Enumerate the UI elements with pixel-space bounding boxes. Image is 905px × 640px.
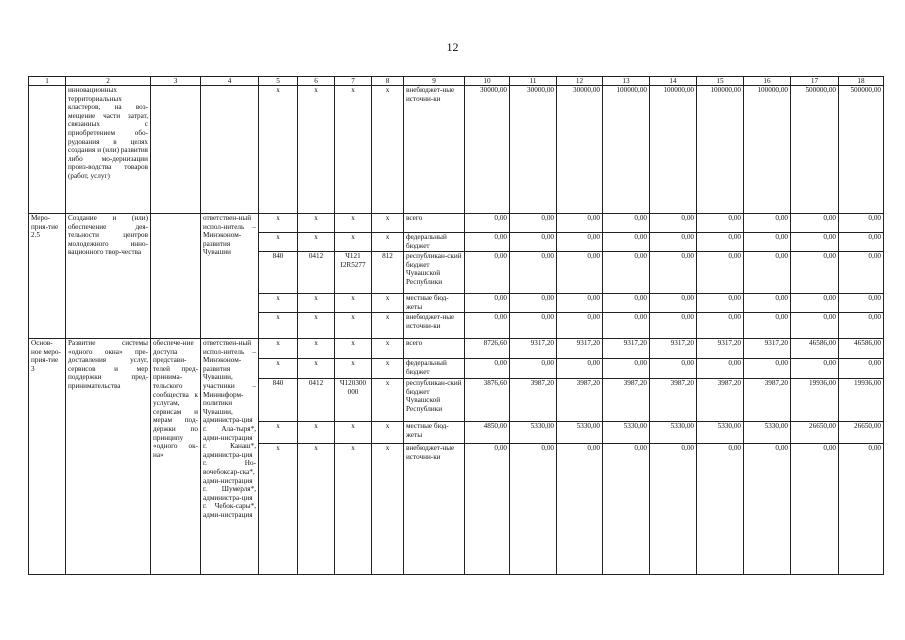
amount-cell: 0,00 [791,294,839,313]
amount-cell: 3987,20 [650,379,697,422]
amount-cell: 0,00 [697,233,744,252]
amount-cell: 0,00 [839,214,884,233]
funding-source: всего [404,339,465,359]
amount-cell: 0,00 [510,233,557,252]
amount-cell: 0,00 [510,294,557,313]
amount-cell: 0,00 [839,252,884,294]
amount-cell: 0,00 [791,233,839,252]
amount-cell: 0,00 [744,444,791,575]
gov-code: х [259,233,298,252]
column-number: 16 [744,77,791,86]
amount-cell: 100000,00 [697,86,744,214]
amount-cell: 0,00 [791,214,839,233]
item-description: инновационных территориальных кластеров, на воз-мещение части затрат, связанных с приобретением обо-рудования в целях создания и (или) развития либо мо-дернизации произ-водства товаров (работ, услуг) [66,86,151,214]
amount-cell: 5330,00 [744,422,791,444]
section-code: х [298,444,335,575]
item-label: Основ-ное меро-прия-тие 3 [29,339,66,575]
amount-cell: 9317,20 [697,339,744,359]
expense-type: х [372,294,404,313]
amount-cell: 5330,00 [650,422,697,444]
amount-cell: 30000,00 [465,86,510,214]
amount-cell: 0,00 [650,214,697,233]
item-goal [151,86,201,214]
amount-cell: 0,00 [697,359,744,379]
column-number: 3 [151,77,201,86]
funding-source: федеральный бюджет [404,359,465,379]
amount-cell: 100000,00 [650,86,697,214]
item-label [29,86,66,214]
table-row [29,214,884,233]
amount-cell: 3987,20 [697,379,744,422]
amount-cell: 0,00 [791,252,839,294]
amount-cell: 0,00 [557,444,603,575]
amount-cell: 0,00 [744,294,791,313]
amount-cell: 0,00 [697,252,744,294]
section-code: х [298,214,335,233]
column-number: 9 [404,77,465,86]
column-number: 8 [372,77,404,86]
section-code: 0412 [298,379,335,422]
item-description: Развитие системы «одного окна» пре-доставления услуг, сервисов и мер поддержки пред-принимательства [66,339,151,575]
item-label: Меро-прия-тие 2.5 [29,214,66,339]
item-goal: обеспече-ние доступа представи-телей пред-принима-тельского сообщества к услугам, сервисам и мерам под-держки по принципу «одного ок-на» [151,339,201,575]
expense-type: х [372,359,404,379]
amount-cell: 0,00 [465,313,510,339]
amount-cell: 3987,20 [603,379,650,422]
amount-cell: 0,00 [650,444,697,575]
column-number: 4 [201,77,259,86]
gov-code: х [259,214,298,233]
amount-cell: 0,00 [791,313,839,339]
amount-cell: 30000,00 [510,86,557,214]
amount-cell: 0,00 [465,294,510,313]
amount-cell: 9317,20 [650,339,697,359]
funding-source: внебюджет-ные источни-ки [404,313,465,339]
amount-cell: 0,00 [744,313,791,339]
expense-type: х [372,214,404,233]
section-code: х [298,233,335,252]
table-row [29,86,884,214]
target-article: х [335,86,372,214]
item-executor: ответствен-ный испол-нитель – Минэконом-развития Чувашии [201,214,259,339]
amount-cell: 3987,20 [510,379,557,422]
gov-code: х [259,359,298,379]
amount-cell: 0,00 [557,359,603,379]
amount-cell: 0,00 [650,294,697,313]
amount-cell: 0,00 [557,214,603,233]
amount-cell: 0,00 [791,444,839,575]
column-number: 10 [465,77,510,86]
amount-cell: 3876,60 [465,379,510,422]
target-article: х [335,422,372,444]
amount-cell: 0,00 [510,313,557,339]
page-number: 12 [446,40,459,54]
amount-cell: 500000,00 [791,86,839,214]
amount-cell: 0,00 [839,444,884,575]
column-number: 12 [557,77,603,86]
amount-cell: 0,00 [744,233,791,252]
funding-source: федеральный бюджет [404,233,465,252]
amount-cell: 5330,00 [603,422,650,444]
section-code: х [298,294,335,313]
amount-cell: 46586,00 [791,339,839,359]
expense-type: х [372,313,404,339]
expense-type: 812 [372,252,404,294]
amount-cell: 0,00 [510,214,557,233]
amount-cell: 0,00 [650,252,697,294]
amount-cell: 0,00 [557,313,603,339]
target-article: х [335,313,372,339]
amount-cell: 0,00 [603,252,650,294]
column-number: 17 [791,77,839,86]
amount-cell: 19936,00 [839,379,884,422]
expense-type: х [372,444,404,575]
amount-cell: 0,00 [510,359,557,379]
gov-code: 840 [259,252,298,294]
amount-cell: 0,00 [650,359,697,379]
section-code: х [298,313,335,339]
amount-cell: 30000,00 [557,86,603,214]
section-code: х [298,339,335,359]
amount-cell: 0,00 [557,294,603,313]
column-number: 13 [603,77,650,86]
section-code: х [298,86,335,214]
amount-cell: 5330,00 [697,422,744,444]
amount-cell: 0,00 [839,313,884,339]
amount-cell: 8726,60 [465,339,510,359]
amount-cell: 3987,20 [744,379,791,422]
program-table [28,76,884,575]
gov-code: х [259,444,298,575]
amount-cell: 100000,00 [603,86,650,214]
amount-cell: 3987,20 [557,379,603,422]
funding-source: внебюджет-ные источни-ки [404,86,465,214]
column-number: 2 [66,77,151,86]
amount-cell: 0,00 [557,252,603,294]
amount-cell: 0,00 [697,214,744,233]
column-number: 15 [697,77,744,86]
amount-cell: 0,00 [603,214,650,233]
amount-cell: 9317,20 [744,339,791,359]
amount-cell: 0,00 [557,233,603,252]
funding-source: внебюджет-ные источни-ки [404,444,465,575]
amount-cell: 0,00 [603,359,650,379]
amount-cell: 0,00 [465,359,510,379]
funding-source: местные бюд-жеты [404,422,465,444]
amount-cell: 0,00 [839,233,884,252]
amount-cell: 0,00 [465,252,510,294]
amount-cell: 46586,00 [839,339,884,359]
column-number: 7 [335,77,372,86]
amount-cell: 0,00 [603,233,650,252]
amount-cell: 4850,00 [465,422,510,444]
amount-cell: 26650,00 [791,422,839,444]
section-code: 0412 [298,252,335,294]
gov-code: 840 [259,379,298,422]
section-code: х [298,359,335,379]
amount-cell: 0,00 [697,294,744,313]
target-article: Ч121 I2R5277 [335,252,372,294]
amount-cell: 9317,20 [557,339,603,359]
amount-cell: 0,00 [603,294,650,313]
amount-cell: 0,00 [465,444,510,575]
item-goal [151,214,201,339]
funding-source: местные бюд-жеты [404,294,465,313]
amount-cell: 0,00 [603,444,650,575]
amount-cell: 0,00 [839,294,884,313]
amount-cell: 0,00 [744,359,791,379]
column-number: 1 [29,77,66,86]
amount-cell: 0,00 [603,313,650,339]
gov-code: х [259,313,298,339]
target-article: х [335,444,372,575]
amount-cell: 26650,00 [839,422,884,444]
item-executor: ответствен-ный испол-нитель – Минэконом-развития Чувашии, участники – Мининформ-политики Чувашии, администра-ция г. Ала-тыря*, адми-нистрация г. Канаш*, администра-ция г. Но-вочебоксар-ска*, адми-нистрация г. Шумерля*, администра-ция г. Чебок-сары*, адми-нистрация [201,339,259,575]
header-row [29,77,884,86]
gov-code: х [259,422,298,444]
funding-source: республикан-ский бюджет Чувашской Республики [404,252,465,294]
expense-type: х [372,86,404,214]
amount-cell: 0,00 [510,444,557,575]
gov-code: х [259,86,298,214]
amount-cell: 9317,20 [603,339,650,359]
column-number: 5 [259,77,298,86]
expense-type: х [372,233,404,252]
table-row [29,339,884,359]
amount-cell: 0,00 [697,313,744,339]
expense-type: х [372,339,404,359]
amount-cell: 0,00 [510,252,557,294]
column-number: 14 [650,77,697,86]
target-article: х [335,214,372,233]
amount-cell: 5330,00 [557,422,603,444]
section-code: х [298,422,335,444]
expense-type: х [372,422,404,444]
item-description: Создание и (или) обеспечение дея-тельности центров молодежного инно-вационного твор-чества [66,214,151,339]
expense-type: х [372,379,404,422]
column-number: 6 [298,77,335,86]
amount-cell: 0,00 [744,252,791,294]
amount-cell: 100000,00 [744,86,791,214]
amount-cell: 0,00 [839,359,884,379]
amount-cell: 9317,20 [510,339,557,359]
amount-cell: 19936,00 [791,379,839,422]
amount-cell: 500000,00 [839,86,884,214]
amount-cell: 0,00 [791,359,839,379]
target-article: х [335,294,372,313]
target-article: х [335,233,372,252]
amount-cell: 5330,00 [510,422,557,444]
gov-code: х [259,294,298,313]
target-article: х [335,359,372,379]
amount-cell: 0,00 [697,444,744,575]
column-number: 18 [839,77,884,86]
amount-cell: 0,00 [465,214,510,233]
funding-source: республикан-ский бюджет Чувашской Республики [404,379,465,422]
target-article: Ч120300 000 [335,379,372,422]
amount-cell: 0,00 [744,214,791,233]
target-article: х [335,339,372,359]
amount-cell: 0,00 [650,313,697,339]
amount-cell: 0,00 [650,233,697,252]
gov-code: х [259,339,298,359]
amount-cell: 0,00 [465,233,510,252]
column-number: 11 [510,77,557,86]
item-executor [201,86,259,214]
funding-source: всего [404,214,465,233]
